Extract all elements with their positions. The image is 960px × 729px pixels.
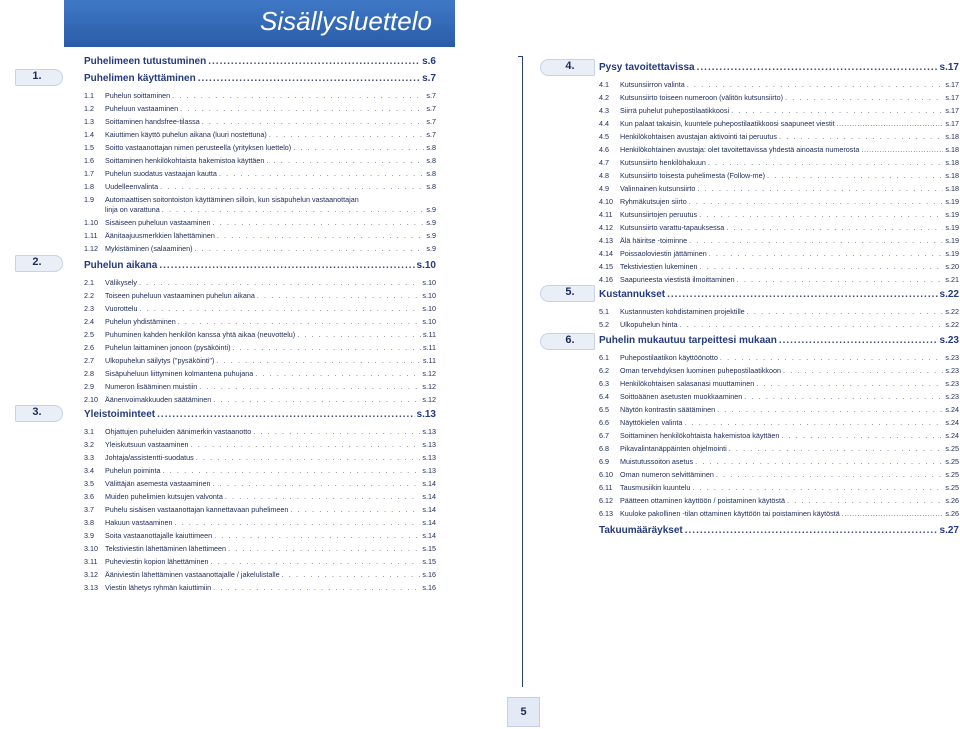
toc-entry[interactable]: 4.11 Kutsunsiirtojen peruutus . . . s.19 xyxy=(599,210,959,219)
toc-entry[interactable]: 1.12 Mykistäminen (salaaminen) . . . s.9 xyxy=(84,244,436,253)
toc-entry[interactable]: 6.1 Puhepostilaatikon käyttöönotto . . . s.23 xyxy=(599,353,959,362)
section-badge-4: 4. xyxy=(540,59,595,76)
toc-entry[interactable]: 3.12 Ääniviestin lähettäminen vastaanottajalle / jakelulistalle . . . s.16 xyxy=(84,570,436,579)
toc-entry[interactable]: 1.1 Puhelun soittaminen . . . s.7 xyxy=(84,91,436,100)
toc-entry[interactable]: 6.9 Muistutussoiton asetus . . . s.25 xyxy=(599,457,959,466)
toc-entry[interactable]: Puhelin mukautuu tarpeittesi mukaan ..... s.23 xyxy=(599,335,959,346)
toc-entry[interactable]: 6.7 Soittaminen henkilökohtaista hakemistoa käyttäen . . . s.24 xyxy=(599,431,959,440)
toc-entry[interactable]: 4.13 Älä häiritse -toiminne . . . s.19 xyxy=(599,236,959,245)
toc-entry[interactable]: Kustannukset ..... s.22 xyxy=(599,289,959,300)
toc-entry[interactable]: 2.3 Vuorottelu . . . s.10 xyxy=(84,304,436,313)
section-badge-6: 6. xyxy=(540,333,595,350)
toc-entry[interactable]: 2.2 Toiseen puheluun vastaaminen puhelun aikana . . . s.10 xyxy=(84,291,436,300)
toc-entry[interactable]: 1.10 Sisäiseen puheluun vastaaminen . . . s.9 xyxy=(84,218,436,227)
toc-entry[interactable]: 3.1 Ohjattujen puheluiden äänimerkin vastaanotto . . . s.13 xyxy=(84,427,436,436)
toc-entry[interactable]: Puhelun aikana ..... s.10 xyxy=(84,260,436,271)
toc-entry[interactable]: 4.10 Ryhmäkutsujen siirto . . . s.19 xyxy=(599,197,959,206)
toc-entry[interactable]: 5.1 Kustannusten kohdistaminen projektille . . . s.22 xyxy=(599,307,959,316)
divider-tick xyxy=(518,56,523,57)
toc-entry-continuation[interactable]: linja on varattuna . . . s.9 xyxy=(84,205,436,214)
toc-entry[interactable]: 6.11 Tausmusiikin kuuntelu . . . s.25 xyxy=(599,483,959,492)
toc-entry[interactable]: 4.7 Kutsunsiirto henkilöhakuun . . . s.18 xyxy=(599,158,959,167)
toc-entry[interactable]: 1.9 Automaattisen soitontoiston käyttäminen silloin, kun sisäpuhelun vastaanottajan xyxy=(84,195,359,204)
section-badge-1: 1. xyxy=(15,69,63,86)
toc-entry[interactable]: 3.5 Välittäjän asemesta vastaaminen . . . s.14 xyxy=(84,479,436,488)
section-badge-2: 2. xyxy=(15,255,63,272)
toc-entry[interactable]: 1.8 Uudelleenvalinta . . . s.8 xyxy=(84,182,436,191)
toc-entry[interactable]: 4.9 Valinnainen kutsunsiirto . . . s.18 xyxy=(599,184,959,193)
toc-entry[interactable]: 3.4 Puhelun poiminta . . . s.13 xyxy=(84,466,436,475)
toc-entry[interactable]: 1.4 Kaiuttimen käyttö puhelun aikana (luuri nostettuna) . . . s.7 xyxy=(84,130,436,139)
toc-entry[interactable]: 3.3 Johtaja/assistentti-suodatus . . . s.13 xyxy=(84,453,436,462)
toc-entry[interactable]: 4.14 Poissaoloviestin jättäminen . . . s.19 xyxy=(599,249,959,258)
toc-entry[interactable]: 5.2 Ulkopuhelun hinta . . . s.22 xyxy=(599,320,959,329)
toc-entry[interactable]: Pysy tavoitettavissa ..... s.17 xyxy=(599,62,959,73)
toc-entry[interactable]: 4.4 Kun palaat takaisin, kuuntele puhepostilaatikkoosi saapuneet viestit ..... s.17 xyxy=(599,119,959,128)
toc-entry[interactable]: Puhelimen käyttäminen ..... s.7 xyxy=(84,73,436,84)
toc-entry[interactable]: 3.8 Hakuun vastaaminen . . . s.14 xyxy=(84,518,436,527)
toc-entry[interactable]: 1.7 Puhelun suodatus vastaajan kautta . . . s.8 xyxy=(84,169,436,178)
toc-entry[interactable]: 4.3 Siirrä puhelut puhepostilaatikkoosi . . . s.17 xyxy=(599,106,959,115)
toc-entry[interactable]: 1.2 Puheluun vastaaminen . . . s.7 xyxy=(84,104,436,113)
toc-entry[interactable]: 6.5 Näytön kontrastin säätäminen . . . s.24 xyxy=(599,405,959,414)
toc-entry[interactable]: 6.10 Oman numeron selvittäminen . . . s.25 xyxy=(599,470,959,479)
toc-entry[interactable]: 6.12 Päätteen ottaminen käyttöön / poistaminen käytöstä . . . s.26 xyxy=(599,496,959,505)
toc-entry[interactable]: 3.11 Puheviestin kopion lähettäminen . . . s.15 xyxy=(84,557,436,566)
center-divider xyxy=(522,56,523,687)
toc-entry[interactable]: Yleistoiminteet ..... s.13 xyxy=(84,409,436,420)
toc-entry[interactable]: 6.3 Henkilökohtaisen salasanasi muuttaminen . . . s.23 xyxy=(599,379,959,388)
toc-entry[interactable]: 4.15 Tekstiviestien lukeminen . . . s.20 xyxy=(599,262,959,271)
toc-entry[interactable]: 2.10 Äänenvoimakkuuden säätäminen . . . s.12 xyxy=(84,395,436,404)
page-title: Sisällysluettelo xyxy=(260,6,432,36)
toc-entry[interactable]: 6.2 Oman tervehdyksen luominen puhepostilaatikkoon . . . s.23 xyxy=(599,366,959,375)
toc-entry[interactable]: 3.7 Puhelu sisäisen vastaanottajan kannettavaan puhelimeen . . . s.14 xyxy=(84,505,436,514)
toc-entry[interactable]: 2.8 Sisäpuheluun liittyminen kolmantena puhujana . . . s.12 xyxy=(84,369,436,378)
toc-entry[interactable]: 2.5 Puhuminen kahden henkilön kanssa yhtä aikaa (neuvottelu) . . . s.11 xyxy=(84,330,436,339)
toc-entry[interactable]: 6.4 Soittoäänen asetusten muokkaaminen . . . s.23 xyxy=(599,392,959,401)
toc-entry[interactable]: 2.6 Puhelun laittaminen jonoon (pysäköinti) . . . s.11 xyxy=(84,343,436,352)
toc-entry[interactable]: 4.8 Kutsunsiirto toisesta puhelimesta (Follow-me) . . . s.18 xyxy=(599,171,959,180)
toc-entry[interactable]: 3.2 Yleiskutsuun vastaaminen . . . s.13 xyxy=(84,440,436,449)
toc-entry[interactable]: 1.11 Äänitaajuusmerkkien lähettäminen . . . s.9 xyxy=(84,231,436,240)
toc-entry[interactable]: 2.1 Välikysely . . . s.10 xyxy=(84,278,436,287)
title-banner xyxy=(64,0,455,47)
section-badge-5: 5. xyxy=(540,285,595,302)
toc-entry[interactable]: 6.8 Pikavalintanäppäinten ohjelmointi . . . s.25 xyxy=(599,444,959,453)
toc-entry[interactable]: 4.5 Henkilökohtaisen avustajan aktivointi tai peruutus . . . s.18 xyxy=(599,132,959,141)
toc-entry[interactable]: 4.2 Kutsunsiirto toiseen numeroon (välitön kutsunsiirto) . . . s.17 xyxy=(599,93,959,102)
toc-entry[interactable]: 2.7 Ulkopuhelun säilytys ("pysäköinti") . . . s.11 xyxy=(84,356,436,365)
toc-entry[interactable]: 6.13 Kuuloke pakollinen -tilan ottaminen käyttöön tai poistaminen käytöstä ..... s.26 xyxy=(599,509,959,518)
toc-entry[interactable]: Takuumääräykset ..... s.27 xyxy=(599,525,959,536)
toc-entry[interactable]: 3.10 Tekstiviestin lähettäminen lähettimeen . . . s.15 xyxy=(84,544,436,553)
section-badge-3: 3. xyxy=(15,405,63,422)
toc-entry[interactable]: 1.3 Soittaminen handsfree-tilassa . . . s.7 xyxy=(84,117,436,126)
toc-entry[interactable]: Puhelimeen tutustuminen ..... s.6 xyxy=(84,56,436,67)
toc-entry[interactable]: 2.9 Numeron lisääminen muistiin . . . s.12 xyxy=(84,382,436,391)
toc-entry[interactable]: 3.13 Viestin lähetys ryhmän kaiuttimiin . . . s.16 xyxy=(84,583,436,592)
toc-entry[interactable]: 4.12 Kutsunsiirto varattu-tapauksessa . . . s.19 xyxy=(599,223,959,232)
toc-entry[interactable]: 3.6 Muiden puhelimien kutsujen valvonta . . . s.14 xyxy=(84,492,436,501)
toc-entry[interactable]: 4.16 Saapuneesta viestistä ilmoittaminen . . . s.21 xyxy=(599,275,959,284)
toc-entry[interactable]: 1.6 Soittaminen henkilökohtaista hakemistoa käyttäen . . . s.8 xyxy=(84,156,436,165)
page-number: 5 xyxy=(507,697,540,727)
toc-entry[interactable]: 3.9 Soita vastaanottajalle kaiuttimeen . . . s.14 xyxy=(84,531,436,540)
toc-entry[interactable]: 6.6 Näyttökielen valinta . . . s.24 xyxy=(599,418,959,427)
toc-entry[interactable]: 1.5 Soitto vastaanottajan nimen perusteella (yrityksen luettelo) . . . s.8 xyxy=(84,143,436,152)
toc-entry[interactable]: 2.4 Puhelun yhdistäminen . . . s.10 xyxy=(84,317,436,326)
toc-entry[interactable]: 4.6 Henkilökohtainen avustaja: olet tavoitettavissa yhdestä ainoasta numerosta ..... s.18 xyxy=(599,145,959,154)
toc-entry[interactable]: 4.1 Kutsunsiirron valinta . . . s.17 xyxy=(599,80,959,89)
